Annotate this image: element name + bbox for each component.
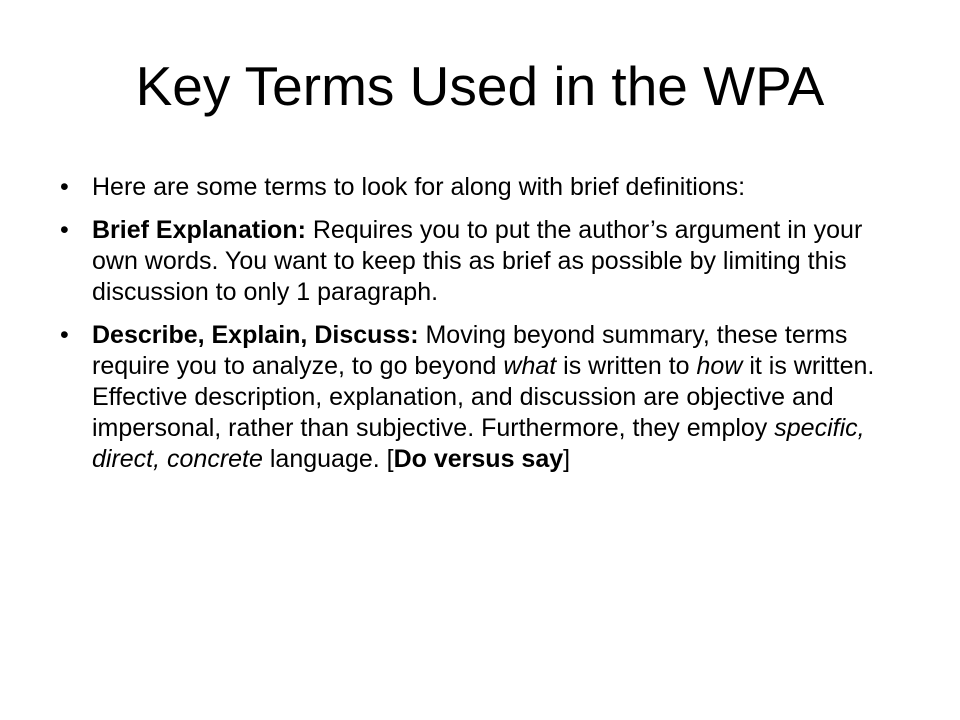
bullet-list xyxy=(60,172,900,487)
emphasis-text: specific, direct, concrete xyxy=(92,414,865,473)
term-definition-part: Moving beyond summary, these terms require you to analyze, to go beyond xyxy=(92,321,848,380)
term-definition-part: language. [ xyxy=(262,445,394,473)
bullet-icon: • xyxy=(60,321,69,349)
term-definition-part: is written to xyxy=(556,352,697,380)
list-item xyxy=(60,320,900,475)
bullet-icon: • xyxy=(60,173,69,201)
term-definition-part: it is written. Effective description, explanation, and discussion are objective and impersonal, rather than subjective. Furthermore, they employ xyxy=(92,352,875,442)
emphasis-text: how xyxy=(696,352,743,380)
term-definition-part: ] xyxy=(563,445,571,473)
emphasis-text: what xyxy=(503,352,557,380)
term-label: Brief Explanation: xyxy=(92,216,306,244)
bold-text: Do versus say xyxy=(393,445,564,473)
term-label: Describe, Explain, Discuss: xyxy=(92,321,419,349)
list-item xyxy=(60,172,900,203)
bullet-text: Here are some terms to look for along with brief definitions: xyxy=(92,173,746,201)
list-item xyxy=(60,215,900,308)
slide-title: Key Terms Used in the WPA xyxy=(135,55,825,117)
bullet-icon: • xyxy=(60,216,69,244)
term-definition: Requires you to put the author’s argument in your own words. You want to keep this as brief as possible by limiting this discussion to only 1 paragraph. xyxy=(92,216,863,306)
